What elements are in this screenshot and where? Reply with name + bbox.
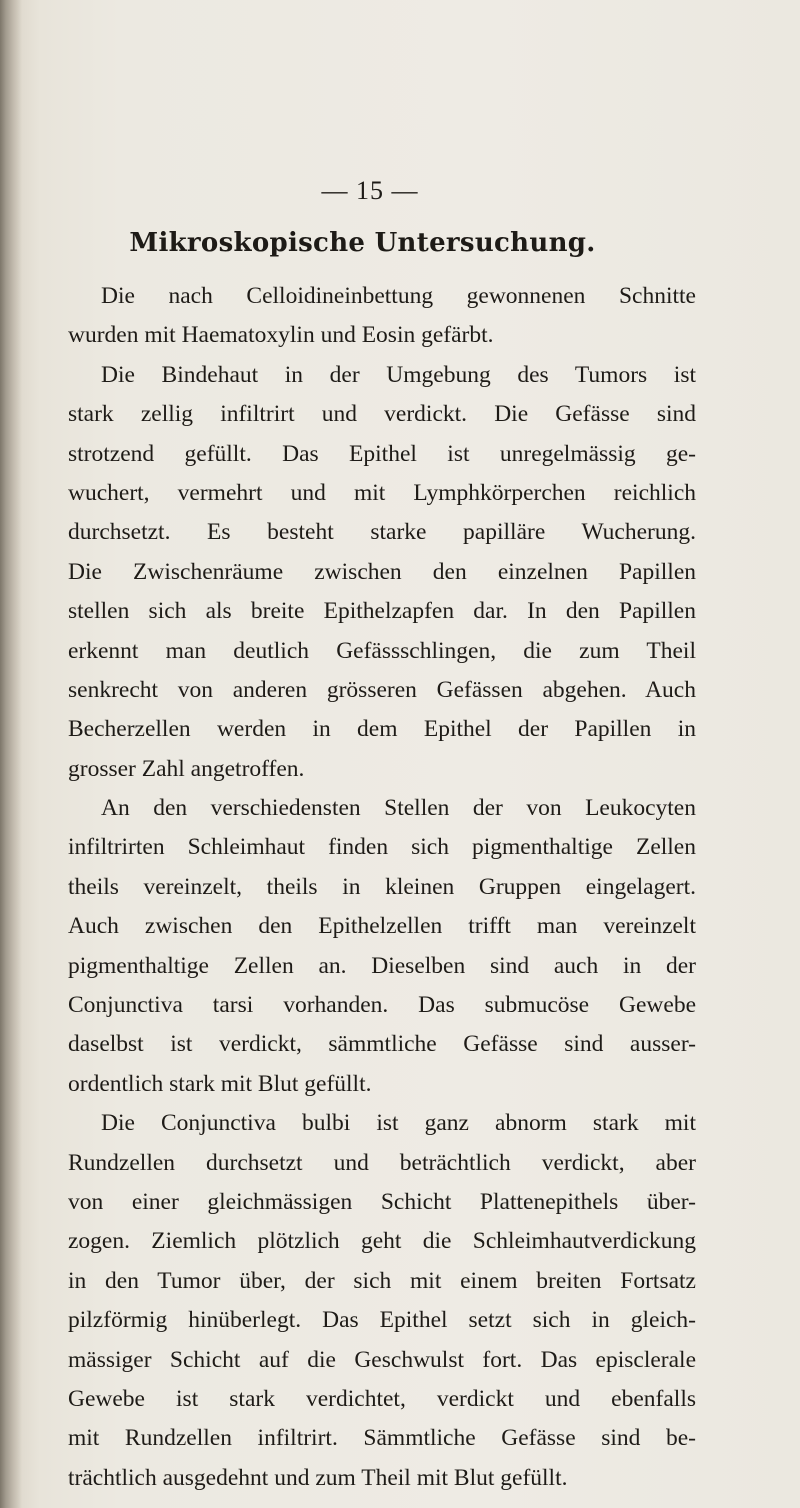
text-line: strotzend gefüllt. Das Epithel ist unregelmässig ge-: [68, 440, 696, 467]
text-line: Die Zwischenräume zwischen den einzelnen Papillen: [68, 558, 696, 585]
text-line: infiltrirten Schleimhaut finden sich pigmenthaltige Zellen: [68, 834, 696, 861]
text-line: Die Conjunctiva bulbi ist ganz abnorm stark mit: [101, 1110, 696, 1137]
text-line: wuchert, vermehrt und mit Lymphkörperchen reichlich: [68, 479, 696, 506]
text-line: Die Bindehaut in der Umgebung des Tumors ist: [101, 361, 696, 388]
text-line: in den Tumor über, der sich mit einem breiten Fortsatz: [68, 1267, 696, 1294]
text-line: pigmenthaltige Zellen an. Dieselben sind auch in der: [68, 952, 696, 979]
text-line: stellen sich als breite Epithelzapfen dar. In den Papillen: [68, 598, 696, 625]
page-binding-edge: [0, 0, 22, 1508]
text-line: zogen. Ziemlich plötzlich geht die Schleimhautverdickung: [68, 1228, 696, 1255]
text-line: trächtlich ausgedehnt und zum Theil mit Blut gefüllt.: [68, 1464, 568, 1491]
text-line: grosser Zahl angetroffen.: [68, 755, 305, 782]
text-line: erkennt man deutlich Gefässschlingen, die zum Theil: [68, 637, 696, 664]
text-line: Becherzellen werden in dem Epithel der Papillen in: [68, 716, 696, 743]
text-line: daselbst ist verdickt, sämmtliche Gefässe sind ausser-: [68, 1031, 696, 1058]
body-text: [68, 277, 696, 1498]
text-line: stark zellig infiltrirt und verdickt. Die Gefässe sind: [68, 401, 696, 428]
text-line: mit Rundzellen infiltrirt. Sämmtliche Gefässe sind be-: [68, 1425, 696, 1452]
text-line: pilzförmig hinüberlegt. Das Epithel setzt sich in gleich-: [68, 1307, 696, 1334]
text-line: Auch zwischen den Epithelzellen trifft man vereinzelt: [68, 913, 696, 940]
section-heading: Mikroskopische Untersuchung.: [129, 228, 596, 258]
text-line: Rundzellen durchsetzt und beträchtlich verdickt, aber: [68, 1149, 696, 1176]
text-line: An den verschiedensten Stellen der von Leukocyten: [101, 795, 696, 822]
text-line: Die nach Celloidineinbettung gewonnenen Schnitte: [101, 283, 696, 309]
text-line: senkrecht von anderen grösseren Gefässen abgehen. Auch: [68, 676, 696, 703]
text-line: ordentlich stark mit Blut gefüllt.: [68, 1070, 372, 1097]
text-line: durchsetzt. Es besteht starke papilläre Wucherung.: [68, 519, 696, 546]
text-line: mässiger Schicht auf die Geschwulst fort. Das episclerale: [68, 1346, 696, 1373]
text-line: theils vereinzelt, theils in kleinen Gruppen eingelagert.: [68, 873, 696, 900]
text-line: wurden mit Haematoxylin und Eosin gefärbt.: [68, 322, 494, 349]
text-line: von einer gleichmässigen Schicht Plattenepithels über-: [68, 1188, 696, 1215]
text-line: Conjunctiva tarsi vorhanden. Das submucöse Gewebe: [68, 992, 696, 1019]
text-line: Gewebe ist stark verdichtet, verdickt und ebenfalls: [68, 1385, 696, 1412]
page-number: — 15 —: [321, 176, 419, 205]
